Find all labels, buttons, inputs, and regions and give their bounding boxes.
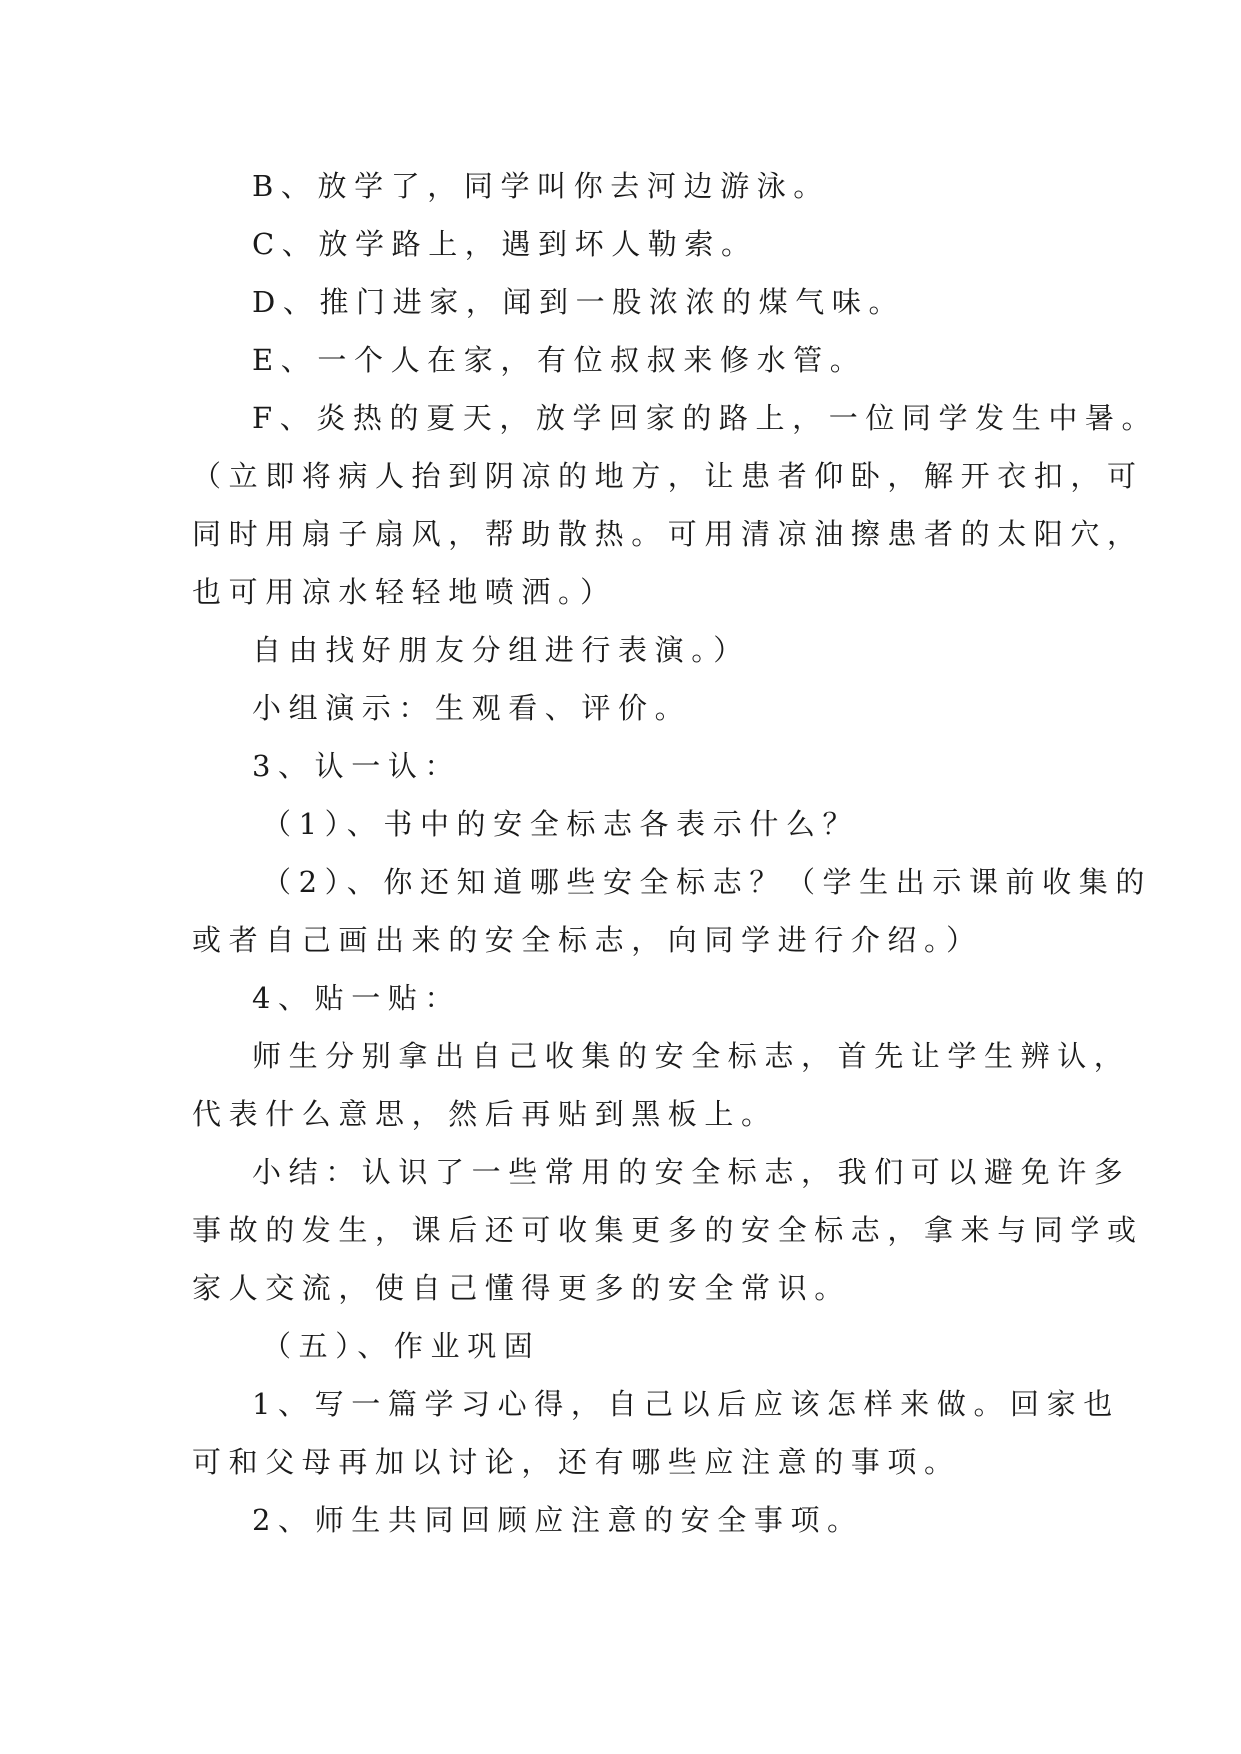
section-4-body-line-1: 师生分别拿出自己收集的安全标志，首先让学生辨认， [252,1039,1131,1073]
scenario-c-line: C、放学路上，遇到坏人勒索。 [252,227,758,261]
homework-item-1-line-1: 1、写一篇学习心得，自己以后应该怎样来做。回家也 [252,1387,1120,1421]
first-aid-note-line-2: 同时用扇子扇风，帮助散热。可用清凉油擦患者的太阳穴， [192,517,1144,551]
section-4-heading: 4、贴一贴： [252,981,462,1015]
scenario-b-line: B、放学了，同学叫你去河边游泳。 [252,169,830,203]
performance-instruction: 自由找好朋友分组进行表演。） [252,633,750,667]
scenario-f-line: F、炎热的夏天，放学回家的路上，一位同学发生中暑。 [252,401,1159,435]
summary-line-2: 事故的发生，课后还可收集更多的安全标志，拿来与同学或 [192,1213,1144,1247]
question-1-line: （1）、书中的安全标志各表示什么？ [262,807,860,841]
summary-line-3: 家人交流，使自己懂得更多的安全常识。 [192,1271,851,1305]
scenario-e-line: E、一个人在家，有位叔叔来修水管。 [252,343,867,377]
first-aid-note-line-3: 也可用凉水轻轻地喷洒。） [192,575,617,609]
group-demo-line: 小组演示：生观看、评价。 [252,691,692,725]
section-4-body-line-2: 代表什么意思，然后再贴到黑板上。 [192,1097,778,1131]
scenario-d-line: D、推门进家，闻到一股浓浓的煤气味。 [252,285,906,319]
section-3-heading: 3、认一认： [252,749,462,783]
question-2-line-1: （2）、你还知道哪些安全标志？（学生出示课前收集的 [262,865,1152,899]
first-aid-note-line-1: （立即将病人抬到阴凉的地方，让患者仰卧，解开衣扣，可 [192,459,1144,493]
summary-line-1: 小结：认识了一些常用的安全标志，我们可以避免许多 [252,1155,1131,1189]
homework-item-1-line-2: 可和父母再加以讨论，还有哪些应注意的事项。 [192,1445,961,1479]
question-2-line-2: 或者自己画出来的安全标志，向同学进行介绍。） [192,923,983,957]
homework-heading: （五）、作业巩固 [262,1329,541,1363]
homework-item-2-line: 2、师生共同回顾应注意的安全事项。 [252,1503,864,1537]
